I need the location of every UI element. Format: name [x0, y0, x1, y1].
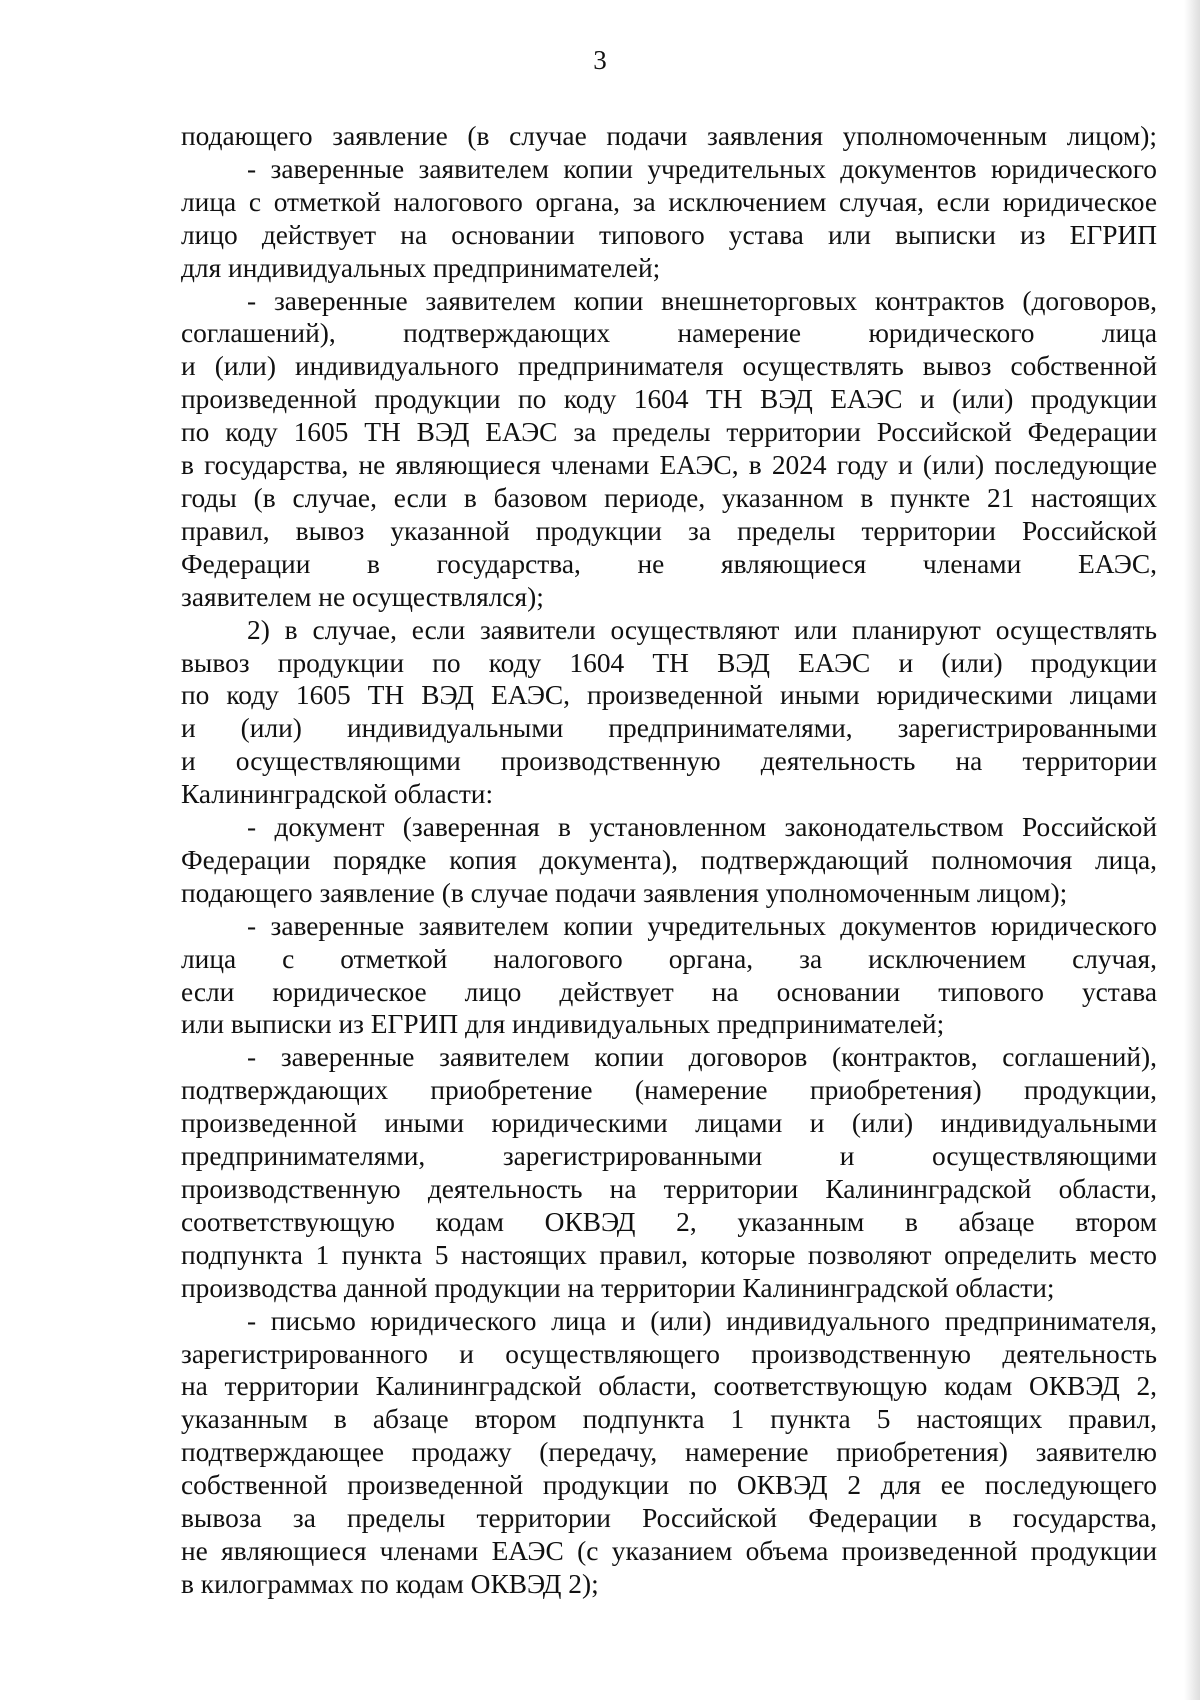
text-line: годы (в случае, если в базовом периоде, указанном в пункте 21 настоящих [181, 482, 1157, 513]
text-line: указанным в абзаце втором подпункта 1 пункта 5 настоящих правил, [181, 1404, 1157, 1435]
text-line: производственную деятельность на территории Калининградской области, [181, 1174, 1157, 1204]
text-line: в государства, не являющиеся членами ЕАЭС, в 2024 году и (или) последующие [181, 450, 1157, 481]
text-line: соглашений), подтверждающих намерение юридического лица [181, 318, 1157, 349]
text-line: собственной произведенной продукции по ОКВЭД 2 для ее последующего [181, 1470, 1157, 1501]
text-line: подтверждающих приобретение (намерение приобретения) продукции, [181, 1075, 1157, 1106]
text-line: или выписки из ЕГРИП для индивидуальных предпринимателей; [181, 1009, 945, 1040]
text-line: не являющиеся членами ЕАЭС (с указанием объема произведенной продукции [181, 1535, 1157, 1566]
text-line: соответствующую кодам ОКВЭД 2, указанным в абзаце втором [181, 1206, 1157, 1237]
text-line: по коду 1605 ТН ВЭД ЕАЭС за пределы территории Российской Федерации [181, 417, 1157, 448]
document-body [181, 120, 1157, 1601]
scan-edge-shadow [1184, 0, 1200, 1700]
text-line: произведенной продукции по коду 1604 ТН ВЭД ЕАЭС и (или) продукции [181, 384, 1157, 415]
text-line: в килограммах по кодам ОКВЭД 2); [181, 1568, 599, 1599]
text-line: - заверенные заявителем копии учредительных документов юридического [247, 910, 1157, 941]
text-line: на территории Калининградской области, соответствующую кодам ОКВЭД 2, [181, 1371, 1157, 1402]
text-line: - документ (заверенная в установленном законодательством Российской [247, 812, 1157, 843]
text-line: Федерации порядке копия документа), подтверждающий полномочия лица, [181, 844, 1157, 875]
text-line: - заверенные заявителем копии учредительных документов юридического [247, 153, 1157, 184]
text-line: для индивидуальных предпринимателей; [181, 252, 661, 283]
text-line: 2) в случае, если заявители осуществляют или планируют осуществлять [247, 614, 1157, 645]
text-line: вывоза за пределы территории Российской Федерации в государства, [181, 1503, 1157, 1534]
text-line: и (или) индивидуального предпринимателя осуществлять вывоз собственной [181, 351, 1157, 382]
text-line: вывоз продукции по коду 1604 ТН ВЭД ЕАЭС и (или) продукции [181, 647, 1157, 678]
text-line: - письмо юридического лица и (или) индивидуального предпринимателя, [247, 1305, 1157, 1336]
text-line: зарегистрированного и осуществляющего производственную деятельность [181, 1338, 1157, 1369]
text-line: лица с отметкой налогового органа, за исключением случая, [181, 943, 1157, 974]
text-line: по коду 1605 ТН ВЭД ЕАЭС, произведенной иными юридическими лицами [181, 680, 1157, 711]
text-line: предпринимателями, зарегистрированными и осуществляющими [181, 1141, 1157, 1172]
page-number: 3 [593, 45, 607, 75]
text-line: и (или) индивидуальными предпринимателями, зарегистрированными [181, 713, 1157, 744]
text-line: подтверждающее продажу (передачу, намерение приобретения) заявителю [181, 1437, 1157, 1468]
text-line: лица с отметкой налогового органа, за исключением случая, если юридическое [181, 186, 1157, 217]
text-line: Федерации в государства, не являющиеся членами ЕАЭС, [181, 548, 1157, 579]
text-line: произведенной иными юридическими лицами и (или) индивидуальными [181, 1108, 1157, 1139]
text-line: подающего заявление (в случае подачи заявления уполномоченным лицом); [181, 121, 1157, 151]
text-line: подающего заявление (в случае подачи заявления уполномоченным лицом); [181, 877, 1068, 908]
text-line: Калининградской области: [181, 779, 494, 810]
text-line: - заверенные заявителем копии договоров (контрактов, соглашений), [247, 1042, 1157, 1073]
text-line: заявителем не осуществлялся); [181, 581, 544, 612]
text-line: если юридическое лицо действует на основании типового устава [181, 976, 1157, 1007]
text-line: подпункта 1 пункта 5 настоящих правил, которые позволяют определить место [181, 1239, 1157, 1270]
text-line: лицо действует на основании типового устава или выписки из ЕГРИП [181, 219, 1157, 250]
text-line: производства данной продукции на территории Калининградской области; [181, 1272, 1055, 1303]
text-line: - заверенные заявителем копии внешнеторговых контрактов (договоров, [247, 285, 1157, 316]
text-line: правил, вывоз указанной продукции за пределы территории Российской [181, 515, 1157, 546]
text-line: и осуществляющими производственную деятельность на территории [181, 746, 1157, 777]
